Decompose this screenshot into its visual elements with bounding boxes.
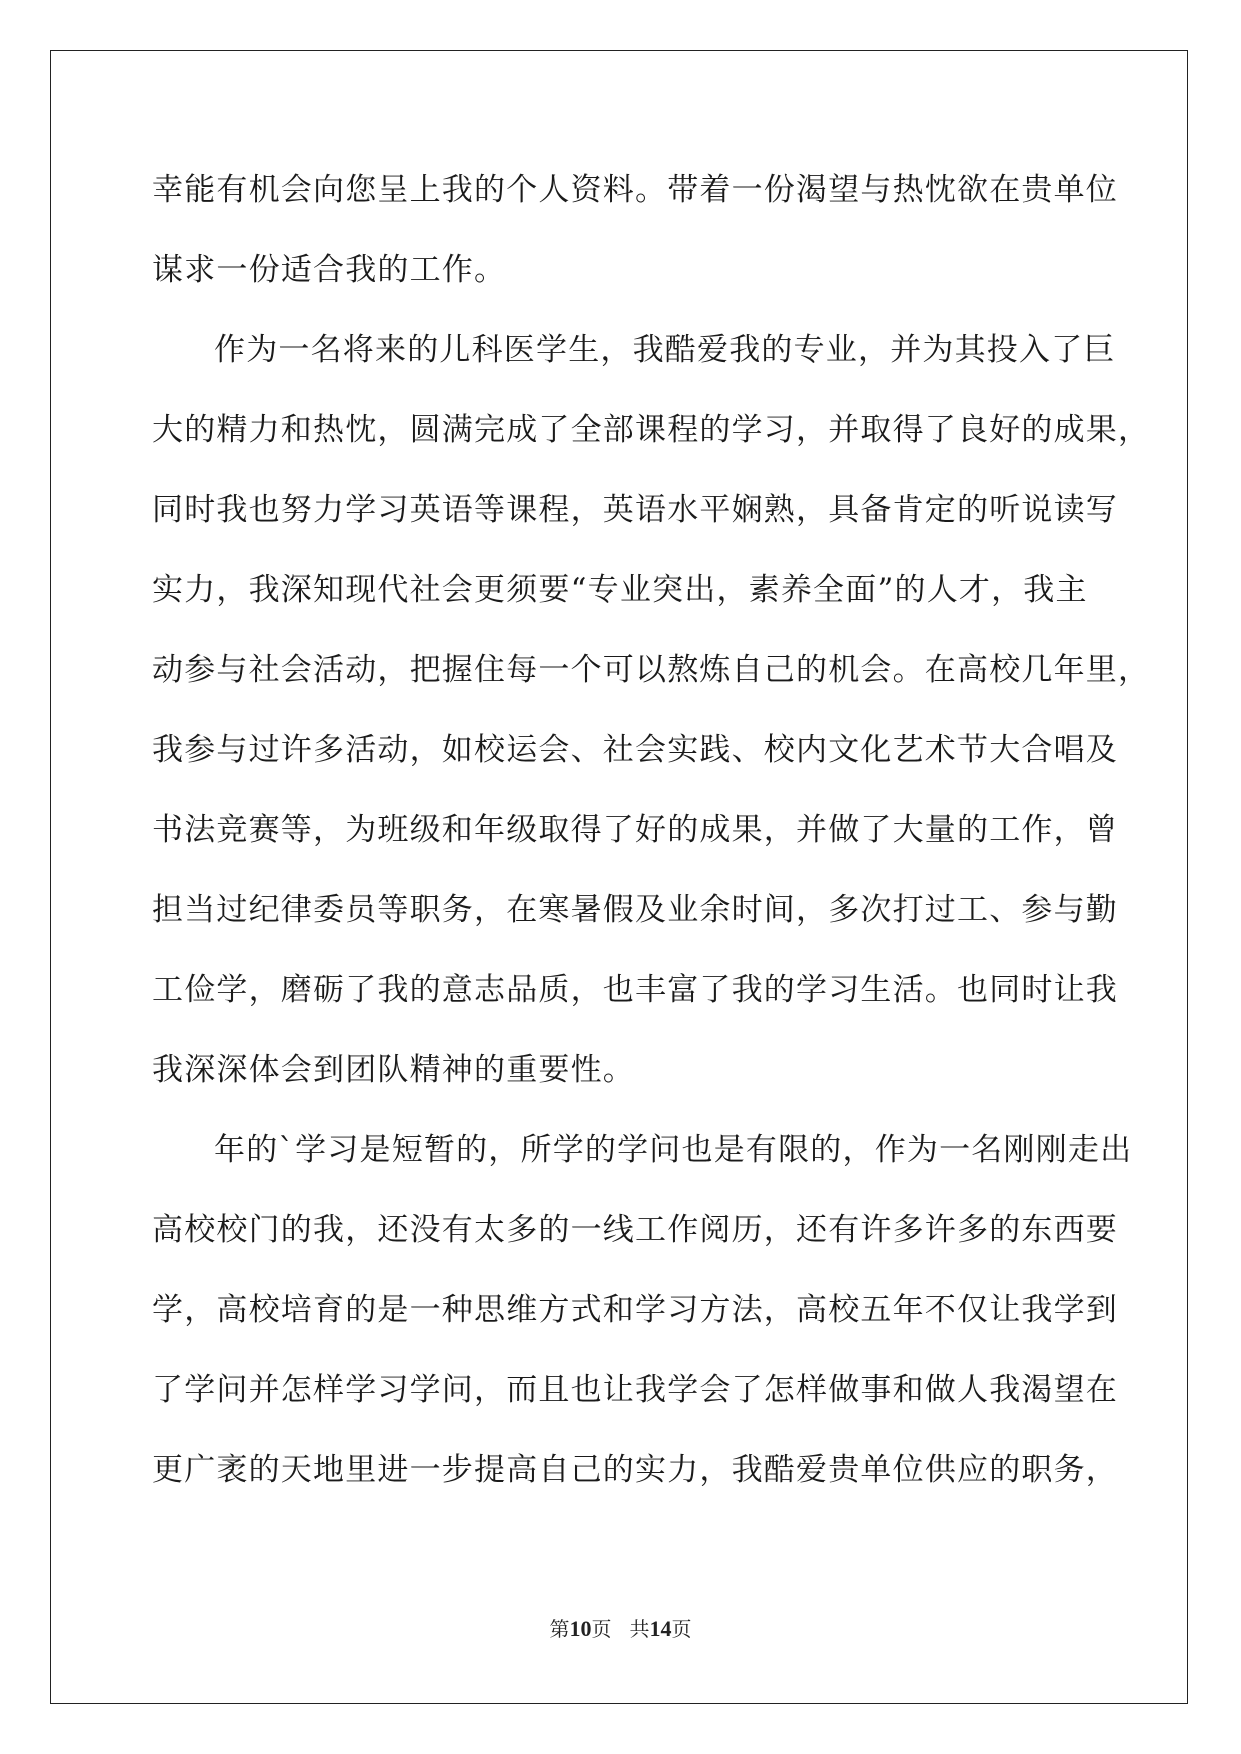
text-line: 工俭学，磨砺了我的意志品质，也丰富了我的学习生活。也同时让我 [152,972,1118,1008]
text-line: 了学问并怎样学习学问，而且也让我学会了怎样做事和做人我渴望在 [152,1372,1118,1408]
total-pages-number: 14 [649,1616,672,1641]
footer-total-suffix: 页 [671,1619,692,1641]
text-line: 年的`学习是短暂的，所学的学问也是有限的，作为一名刚刚走出 [214,1132,1133,1168]
text-line: 同时我也努力学习英语等课程，英语水平娴熟，具备肯定的听说读写 [152,492,1118,528]
document-body [152,150,1151,1510]
text-line: 动参与社会活动，把握住每一个可以熬炼自己的机会。在高校几年里， [152,652,1151,688]
text-line: 高校校门的我，还没有太多的一线工作阅历，还有许多许多的东西要 [152,1212,1118,1248]
text-line: 大的精力和热忱，圆满完成了全部课程的学习，并取得了良好的成果， [152,412,1151,448]
footer-prefix: 第 [549,1619,570,1641]
text-line: 更广袤的天地里进一步提高自己的实力，我酷爱贵单位供应的职务， [152,1452,1118,1488]
text-line: 书法竞赛等，为班级和年级取得了好的成果，并做了大量的工作，曾 [152,812,1118,848]
current-page-number: 10 [569,1616,592,1641]
text-line: 我参与过许多活动，如校运会、社会实践、校内文化艺术节大合唱及 [152,732,1118,768]
text-line: 幸能有机会向您呈上我的个人资料。带着一份渴望与热忱欲在贵单位 [152,172,1118,208]
text-line: 学，高校培育的是一种思维方式和学习方法，高校五年不仅让我学到 [152,1292,1118,1328]
footer-page-suffix: 页 [591,1619,612,1641]
footer-total-prefix: 共 [629,1619,650,1641]
text-line: 我深深体会到团队精神的重要性。 [152,1052,635,1088]
text-line: 作为一名将来的儿科医学生，我酷爱我的专业，并为其投入了巨 [214,332,1116,368]
text-line: 实力，我深知现代社会更须要“专业突出，素养全面”的人才，我主 [152,572,1088,608]
text-line: 谋求一份适合我的工作。 [152,252,507,288]
page-footer [0,1613,1241,1642]
text-line: 担当过纪律委员等职务，在寒暑假及业余时间，多次打过工、参与勤 [152,892,1118,928]
